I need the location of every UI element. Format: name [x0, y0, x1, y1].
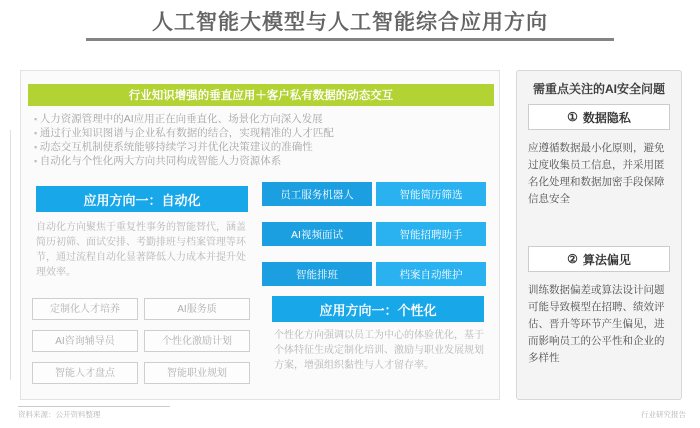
risk-number-icon: ① — [567, 110, 578, 124]
green-banner — [28, 84, 494, 106]
sub-box-label: AI服务质 — [177, 304, 217, 315]
chip-ai-video-interview[interactable]: AI视频面试 — [262, 222, 372, 246]
risk-card-label: 数据隐私 — [582, 110, 631, 125]
chip-employee-service-robot[interactable]: 员工服务机器人 — [262, 182, 372, 206]
bullet-list — [34, 112, 489, 168]
chip-smart-recruiting-assistant[interactable]: 智能招聘助手 — [376, 222, 486, 246]
sub-box-talent-inventory[interactable] — [32, 362, 138, 384]
sub-box-label: AI咨询辅导员 — [55, 336, 115, 347]
risk-number-icon: ② — [567, 252, 578, 266]
risk-card-algorithmic-bias[interactable] — [528, 246, 670, 272]
page-title: 人工智能大模型与人工智能综合应用方向 — [152, 11, 548, 34]
sub-box-personalized-incentive-plan[interactable] — [144, 330, 250, 352]
list-item: ▪ 自动化与个性化两大方向共同构成智能人力资源体系 — [34, 154, 489, 168]
footer-note: 行业研究报告 — [641, 410, 686, 419]
section-body-automation: 自动化方向聚焦于重复性事务的智能替代，涵盖简历初筛、面试安排、考勤排班与档案管理等环节，通过流程自动化显著降低人力成本并提升处理效率。 — [36, 222, 246, 278]
sub-box-ai-service-quality[interactable] — [144, 298, 250, 320]
section-header-automation[interactable]: 应用方向一：自动化 — [36, 186, 248, 212]
footer-divider — [18, 406, 170, 407]
list-item: ▪ 人力资源管理中的AI应用正在向垂直化、场景化方向深入发展 — [34, 112, 489, 126]
sub-box-label: 智能人才盘点 — [55, 368, 115, 379]
chip-auto-archive-maintenance[interactable]: 档案自动维护 — [376, 262, 486, 286]
sub-box-label: 定制化人才培养 — [50, 304, 120, 315]
title-bar — [0, 0, 700, 46]
sub-box-ai-advisor[interactable] — [32, 330, 138, 352]
sub-box-career-planning[interactable] — [144, 362, 250, 384]
footer-source: 资料来源：公开资料整理 — [18, 410, 101, 419]
list-item: ▪ 动态交互机制使系统能够持续学习并优化决策建议的准确性 — [34, 140, 489, 154]
risk-body-algorithmic-bias: 训练数据偏差或算法设计问题可能导致模型在招聘、绩效评估、晋升等环节产生偏见，进而影响员工的公平性和企业的多样性 — [528, 284, 665, 364]
left-decorative-rail — [10, 130, 11, 380]
risk-card-data-privacy[interactable] — [528, 104, 670, 130]
right-panel-title: 需重点关注的AI安全问题 — [532, 82, 665, 96]
sub-box-label: 智能职业规划 — [167, 368, 227, 379]
title-underline — [86, 38, 614, 41]
section-body-personalization: 个性化方向强调以员工为中心的体验优化，基于个体特征生成定制化培训、激励与职业发展规划方案，增强组织黏性与人才留存率。 — [274, 330, 484, 371]
chip-resume-screening[interactable]: 智能简历筛选 — [376, 182, 486, 206]
sub-box-label: 个性化激励计划 — [162, 336, 232, 347]
risk-body-data-privacy: 应遵循数据最小化原则，避免过度收集员工信息，并采用匿名化处理和数据加密手段保障信息安全 — [528, 142, 665, 205]
list-item: ▪ 通过行业知识图谱与企业私有数据的结合，实现精准的人才匹配 — [34, 126, 489, 140]
chip-smart-scheduling[interactable]: 智能排班 — [262, 262, 372, 286]
section-header-personalization[interactable]: 应用方向一：个性化 — [272, 296, 484, 322]
sub-box-customized-talent-development[interactable] — [32, 298, 138, 320]
risk-card-label: 算法偏见 — [582, 252, 631, 267]
green-banner-label: 行业知识增强的垂直应用＋客户私有数据的动态交互 — [128, 90, 394, 102]
